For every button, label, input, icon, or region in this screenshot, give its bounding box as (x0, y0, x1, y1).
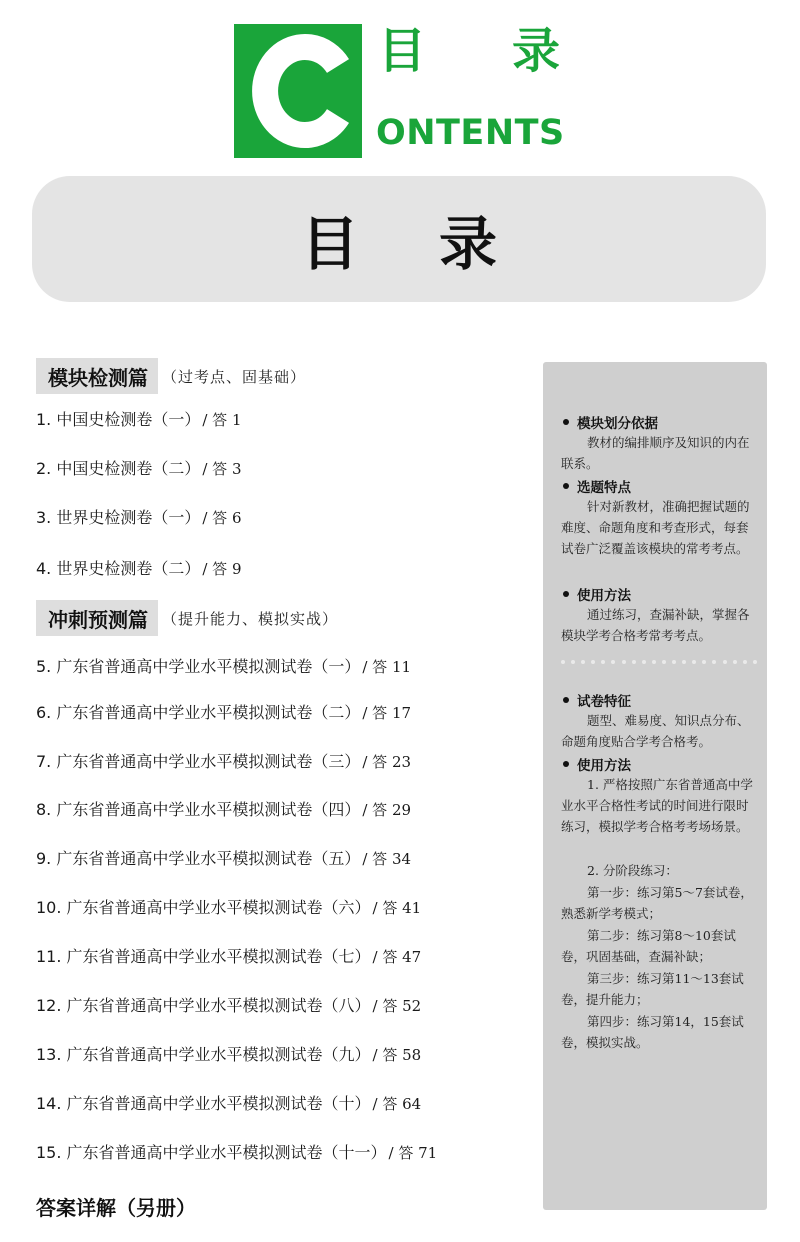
title-banner (32, 176, 766, 302)
sidebar-paragraph: 通过练习，查漏补缺，掌握各模块学考合格考常考考点。 (561, 607, 750, 643)
answer-page: / 答 47 (372, 948, 422, 966)
bullet-icon (563, 697, 569, 703)
answer-page: / 答 58 (372, 1046, 422, 1064)
section-label: 模块检测篇 (36, 358, 158, 394)
section-header-sprint (36, 600, 338, 636)
sidebar-heading: 使用方法 (563, 584, 631, 604)
sidebar-paragraph: 2. 分阶段练习： (587, 863, 678, 878)
dotted-divider (561, 660, 757, 666)
answer-page: / 答 17 (362, 704, 412, 722)
answer-page: / 答 11 (362, 658, 412, 676)
sidebar-paragraph: 第四步：练习第14，15套试卷，模拟实战。 (561, 1014, 744, 1050)
toc-entry[interactable]: 3. 世界史检测卷（一） / 答 6 (36, 508, 242, 527)
toc-entry[interactable]: 5. 广东省普通高中学业水平模拟测试卷（一） / 答 11 (36, 657, 412, 676)
answer-page: / 答 71 (388, 1144, 438, 1162)
info-sidebar (543, 362, 767, 1210)
sidebar-paragraph: 针对新教材，准确把握试题的难度、命题角度和考查形式，每套试卷广泛覆盖该模块的常考考点。 (561, 499, 750, 556)
page-title (32, 176, 766, 302)
section-label: 冲刺预测篇 (36, 600, 158, 636)
logo-cn-right: 录 (511, 23, 560, 79)
toc-entry[interactable]: 11. 广东省普通高中学业水平模拟测试卷（七） / 答 47 (36, 947, 422, 966)
page-title-left: 目 (300, 210, 359, 278)
answer-page: / 答 52 (372, 997, 422, 1015)
section-header-module (36, 358, 306, 394)
toc-entry[interactable]: 1. 中国史检测卷（一） / 答 1 (36, 410, 242, 429)
sidebar-heading: 模块划分依据 (563, 412, 658, 432)
answer-page: / 答 41 (372, 899, 422, 917)
toc-entry[interactable]: 15. 广东省普通高中学业水平模拟测试卷（十一） / 答 71 (36, 1143, 438, 1162)
section-subtitle: （过考点、固基础） (162, 367, 307, 386)
logo-chinese-title (378, 20, 560, 82)
answer-page: / 答 1 (202, 411, 242, 429)
sidebar-paragraph: 题型、难易度、知识点分布、命题角度贴合学考合格考。 (561, 713, 750, 749)
bullet-icon (563, 761, 569, 767)
c-letter-icon (234, 24, 362, 158)
sidebar-heading: 使用方法 (563, 754, 631, 774)
toc-entry[interactable]: 2. 中国史检测卷（二） / 答 3 (36, 459, 242, 478)
toc-entry[interactable]: 4. 世界史检测卷（二） / 答 9 (36, 559, 242, 578)
toc-entry[interactable]: 12. 广东省普通高中学业水平模拟测试卷（八） / 答 52 (36, 996, 422, 1015)
answer-page: / 答 6 (202, 509, 242, 527)
answer-page: / 答 29 (362, 801, 412, 819)
sidebar-heading: 试卷特征 (563, 690, 631, 710)
answer-page: / 答 34 (362, 850, 412, 868)
sidebar-paragraph: 第二步：练习第8～10套试卷，巩固基础，查漏补缺； (561, 928, 736, 964)
answer-page: / 答 3 (202, 460, 242, 478)
sidebar-heading: 选题特点 (563, 476, 631, 496)
sidebar-paragraph: 教材的编排顺序及知识的内在联系。 (561, 435, 750, 471)
sidebar-paragraph: 第三步：练习第11～13套试卷，提升能力； (561, 971, 744, 1007)
logo-english-title: ONTENTS (376, 113, 565, 153)
page-title-right: 录 (439, 210, 498, 278)
answer-page: / 答 9 (202, 560, 242, 578)
bullet-icon (563, 591, 569, 597)
toc-entry[interactable]: 9. 广东省普通高中学业水平模拟测试卷（五） / 答 34 (36, 849, 412, 868)
answer-booklet-note: 答案详解（另册） (36, 1196, 196, 1220)
answer-page: / 答 23 (362, 753, 412, 771)
toc-entry[interactable]: 6. 广东省普通高中学业水平模拟测试卷（二） / 答 17 (36, 703, 412, 722)
toc-entry[interactable]: 8. 广东省普通高中学业水平模拟测试卷（四） / 答 29 (36, 800, 412, 819)
bullet-icon (563, 483, 569, 489)
toc-entry[interactable]: 14. 广东省普通高中学业水平模拟测试卷（十） / 答 64 (36, 1094, 422, 1113)
logo-cn-left: 目 (378, 23, 427, 79)
contents-logo (234, 24, 362, 158)
toc-entry[interactable]: 10. 广东省普通高中学业水平模拟测试卷（六） / 答 41 (36, 898, 422, 917)
toc-entry[interactable]: 7. 广东省普通高中学业水平模拟测试卷（三） / 答 23 (36, 752, 412, 771)
sidebar-paragraph: 第一步：练习第5～7套试卷，熟悉新学考模式； (561, 885, 753, 921)
section-subtitle: （提升能力、模拟实战） (162, 609, 339, 628)
sidebar-paragraph: 1. 严格按照广东省普通高中学业水平合格性考试的时间进行限时练习，模拟学考合格考考场场景。 (561, 777, 753, 834)
answer-page: / 答 64 (372, 1095, 422, 1113)
bullet-icon (563, 419, 569, 425)
toc-entry[interactable]: 13. 广东省普通高中学业水平模拟测试卷（九） / 答 58 (36, 1045, 422, 1064)
